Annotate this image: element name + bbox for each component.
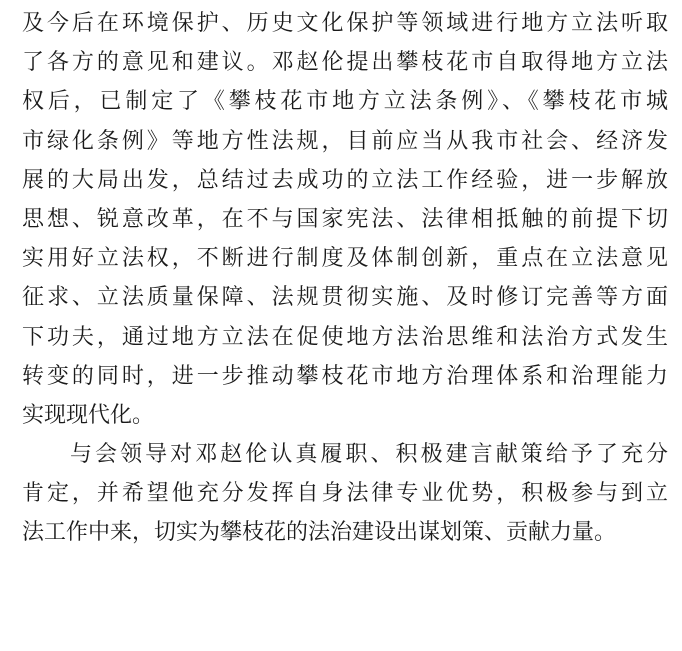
paragraph-2: [22, 435, 668, 553]
text-line: 及今后在环境保护、历史文化保护等领域进行地方立法听取: [22, 11, 668, 36]
text-line: 权后，已制定了《攀枝花市地方立法条例》、《攀枝花市城: [22, 89, 668, 115]
text-line: 法工作中来，切实为攀枝花的法治建设出谋划策、贡献力量。: [22, 520, 617, 546]
text-line: 思想、锐意改革，在不与国家宪法、法律相抵触的前提下切: [22, 206, 668, 232]
text-line: 了各方的意见和建议。邓赵伦提出攀枝花市自取得地方立法: [22, 50, 668, 76]
text-line: 转变的同时，进一步推动攀枝花市地方治理体系和治理能力: [22, 363, 668, 389]
text-line: 与会领导对邓赵伦认真履职、积极建言献策给予了充分: [70, 442, 668, 468]
text-line: 征求、立法质量保障、法规贯彻实施、及时修订完善等方面: [22, 285, 668, 311]
paragraph-1: [22, 4, 668, 435]
text-line: 实用好立法权，不断进行制度及体制创新，重点在立法意见: [22, 246, 668, 272]
text-line: 展的大局出发，总结过去成功的立法工作经验，进一步解放: [22, 167, 668, 193]
text-line: 肯定，并希望他充分发挥自身法律专业优势，积极参与到立: [22, 481, 668, 507]
text-line: 实现现代化。: [22, 402, 155, 428]
text-line: 下功夫，通过地方立法在促使地方法治思维和法治方式发生: [22, 324, 668, 350]
text-line: 市绿化条例》等地方性法规，目前应当从我市社会、经济发: [22, 128, 668, 154]
document-body: [22, 4, 668, 553]
